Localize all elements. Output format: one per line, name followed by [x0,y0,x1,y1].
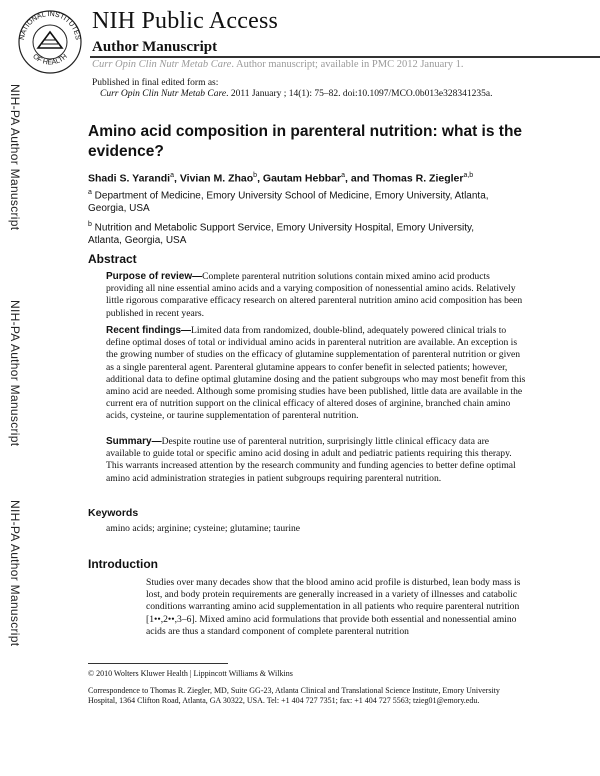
svg-text:NATIONAL INSTITUTES [19,11,81,41]
nih-seal-logo [14,6,86,74]
summary-text: Despite routine use of parenteral nutrition, surprisingly little clinical efficacy data are available to guide total or specific amino acid dosing in adult and pediatric patients requiring this therapy. This warrants increased attention by the research community and funding agencies to better define optimal amino acid administration strategies in patient subgroups requiring parenteral nutrition. [106,436,516,484]
author-name: Vivian M. Zhao [179,172,254,185]
introduction-heading: Introduction [88,557,158,571]
abstract-purpose [106,271,526,320]
author-name: Thomas R. Ziegler [372,172,464,185]
svg-text:OF HEALTH [31,53,69,66]
author-affiliation-mark: a [341,172,346,179]
published-details: . 2011 January ; 14(1): 75–82. doi:10.1097/MCO.0b013e328341235a. [226,89,493,99]
nih-public-access-title: NIH Public Access [92,8,279,34]
keywords-heading: Keywords [88,507,139,519]
side-label-author-manuscript: NIH-PA Author Manuscript [8,84,22,231]
author-affiliation-mark: a [170,172,174,179]
header-citation-journal: Curr Opin Clin Nutr Metab Care [92,59,232,70]
recent-findings-label: Recent findings— [106,325,192,336]
abstract-summary [106,436,526,485]
logo-bottom-text: OF HEALTH [31,53,69,67]
affiliation-b: $^b$ Nutrition and Metabolic Support Service, Emory University Hospital, Emory University, Atlanta, Georgia, USA [88,221,475,247]
copyright-notice: © 2010 Wolters Kluwer Health | Lippincott Williams & Wilkins [88,669,293,678]
header-citation-rest: . Author manuscript; available in PMC 2012 January 1. [231,59,464,70]
abstract-heading: Abstract [88,252,137,266]
purpose-text: Complete parenteral nutrition solutions contain mixed amino acid products providing all nine essential amino acids and a varying composition of nonessential amino acids. Relatively little rigorous comparative efficacy research on altered parenteral nutrition amino acid composition has been published in recent years. [106,271,523,319]
author-name: Gautam Hebbar [262,172,342,185]
author-manuscript-subtitle: Author Manuscript [92,39,218,55]
author-affiliation-mark: a,b [463,172,474,179]
keywords-text: amino acids; arginine; cysteine; glutamine; taurine [106,523,301,534]
published-label: Published in final edited form as: [92,78,219,88]
author-name: Shadi S. Yarandi [88,172,171,185]
published-journal: Curr Opin Clin Nutr Metab Care [100,89,227,99]
logo-top-text: NATIONAL INSTITUTES [19,10,81,41]
header-citation [92,58,463,72]
recent-findings-text: Limited data from randomized, double-blind, adequately powered clinical trials to define optimal doses of total or individual amino acids in parenteral nutrition are available. An exception is the growing number of studies on the efficacy of glutamine supplementation of parenteral nutrition or given as a single parenteral agent. Parenteral glutamine appears to confer benefit in selected patients; however, additional data to define optimal glutamine dosing and the patient subgroups who may most benefit from this amino acid are needed. Although some promising studies have been published, little data are available in the current era of nutrition support on the clinical efficacy of altered doses of arginine, branched chain amino acids, cysteine, or taurine supplementation of parenteral nutrition. [106,325,526,422]
author-affiliation-mark: b [253,172,258,179]
side-label-author-manuscript: NIH-PA Author Manuscript [8,500,22,647]
introduction-text: Studies over many decades show that the blood amino acid profile is disturbed, lean body mass is lost, and body protein requirements are generally increased in a variety of illnesses and catabolic conditions warranting amino acid supplementation in all patients who require parenteral nutrition [1••,2••,3–6]. Mixed amino acid formulations that provide both essential and nonessential amino acids are thus a standard component of complete parenteral nutrition [146,577,521,637]
side-label-author-manuscript: NIH-PA Author Manuscript [8,300,22,447]
purpose-label: Purpose of review— [106,271,203,282]
abstract-recent-findings [106,325,526,423]
footnote-rule [88,663,228,664]
affiliation-a: $^a$ Department of Medicine, Emory University School of Medicine, Emory University, Atlanta, Georgia, USA [88,189,489,215]
published-citation [100,88,492,100]
article-title: Amino acid composition in parenteral nutrition: what is the evidence? [88,123,523,160]
author-list: Shadi S. Yarandi$^a$, Vivian M. Zhao$^b$, Gautam Hebbar$^a$, and Thomas R. Ziegler$^{a,b}$ [88,172,474,185]
summary-label: Summary— [106,436,162,447]
correspondence-note: Correspondence to Thomas R. Ziegler, MD, Suite GG-23, Atlanta Clinical and Translational Science Institute, Emory University Hospital, 1364 Clifton Road, Atlanta, GA 30322, USA. Tel: +1 404 727 7351; fax: +1 404 727 5563; tzieg01@emory.edu. [88,686,500,705]
